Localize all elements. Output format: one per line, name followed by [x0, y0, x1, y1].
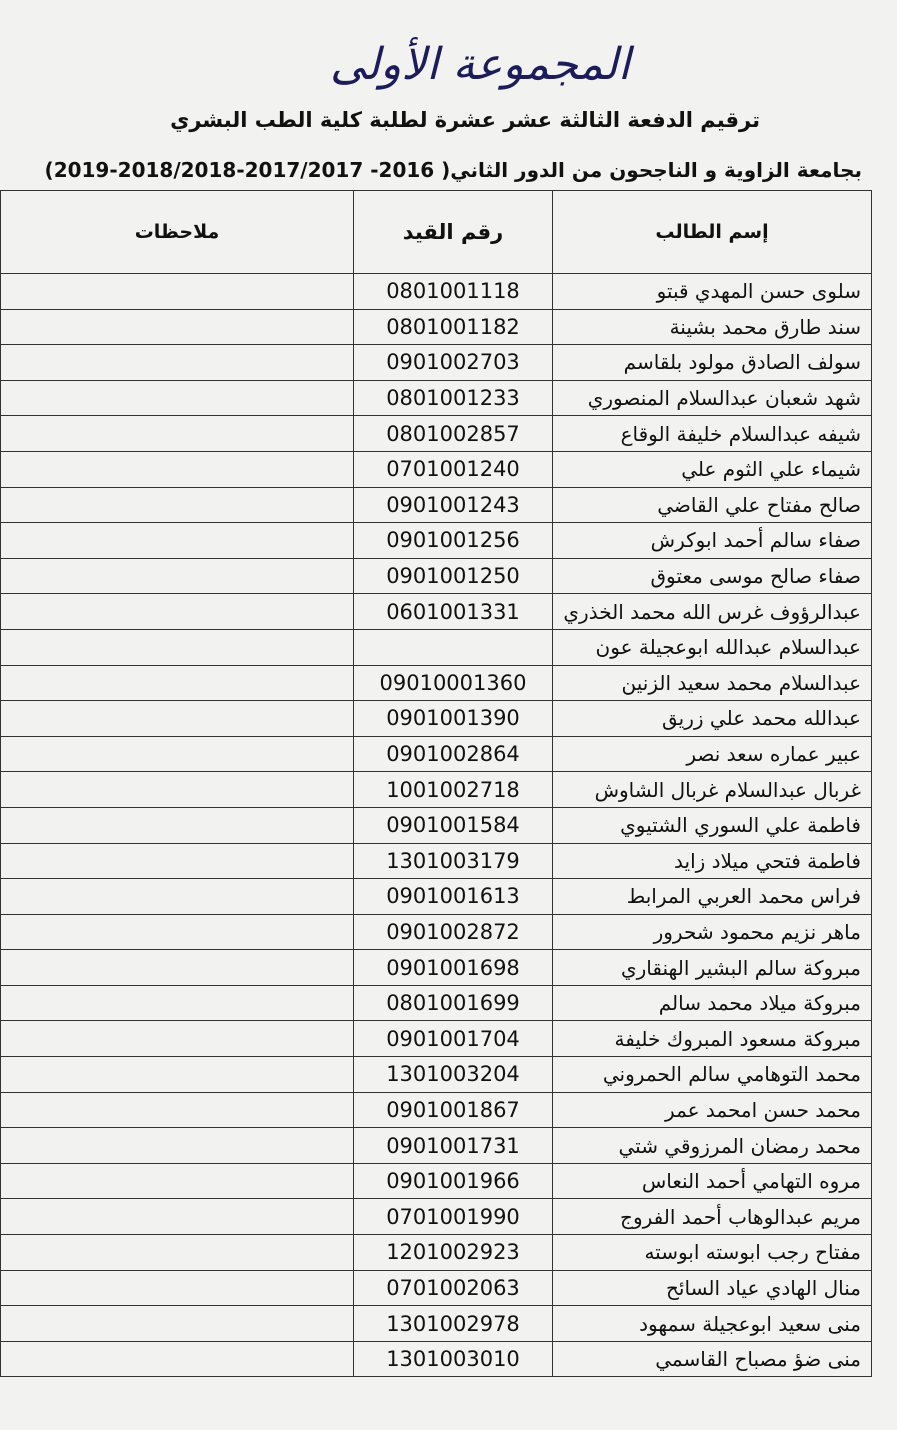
- student-name-cell: صالح مفتاح علي القاضي: [553, 487, 872, 523]
- table-row: [1, 701, 872, 737]
- students-table: [0, 190, 872, 1377]
- table-row: [1, 985, 872, 1021]
- student-name-cell: منال الهادي عياد السائح: [553, 1270, 872, 1306]
- notes-cell: [1, 879, 354, 915]
- notes-cell: [1, 1092, 354, 1128]
- registration-number-cell: 1301003204: [354, 1057, 553, 1093]
- student-name-cell: سولف الصادق مولود بلقاسم: [553, 345, 872, 381]
- notes-cell: [1, 1199, 354, 1235]
- table-row: [1, 309, 872, 345]
- student-name-cell: غربال عبدالسلام غربال الشاوش: [553, 772, 872, 808]
- notes-cell: [1, 416, 354, 452]
- student-name-cell: عبدالسلام محمد سعيد الزنين: [553, 665, 872, 701]
- notes-cell: [1, 1057, 354, 1093]
- notes-cell: [1, 1235, 354, 1271]
- notes-cell: [1, 594, 354, 630]
- notes-cell: [1, 807, 354, 843]
- student-name-cell: شهد شعبان عبدالسلام المنصوري: [553, 380, 872, 416]
- student-name-cell: عبدالسلام عبدالله ابوعجيلة عون: [553, 629, 872, 665]
- notes-cell: [1, 309, 354, 345]
- student-name-cell: محمد التوهامي سالم الحمروني: [553, 1057, 872, 1093]
- table-body: [1, 274, 872, 1377]
- student-name-cell: فراس محمد العربي المرابط: [553, 879, 872, 915]
- table-row: [1, 772, 872, 808]
- table-row: [1, 380, 872, 416]
- notes-cell: [1, 985, 354, 1021]
- student-name-cell: مبروكة ميلاد محمد سالم: [553, 985, 872, 1021]
- notes-cell: [1, 1021, 354, 1057]
- student-name-cell: شيماء علي الثوم علي: [553, 451, 872, 487]
- notes-cell: [1, 523, 354, 559]
- registration-number-cell: 0901001966: [354, 1163, 553, 1199]
- notes-cell: [1, 380, 354, 416]
- document-title: ترقيم الدفعة الثالثة عشر عشرة لطلبة كلية الطب البشري: [170, 108, 760, 132]
- notes-cell: [1, 1128, 354, 1164]
- table-row: [1, 345, 872, 381]
- student-name-cell: مبروكة مسعود المبروك خليفة: [553, 1021, 872, 1057]
- table-row: [1, 1235, 872, 1271]
- notes-cell: [1, 345, 354, 381]
- registration-number-cell: 0901001390: [354, 701, 553, 737]
- table-row: [1, 1199, 872, 1235]
- student-name-cell: صفاء سالم أحمد ابوكرش: [553, 523, 872, 559]
- document-subtitle: بجامعة الزاوية و الناجحون من الدور الثاني( 2016- 2017/2017-2018/2018-2019): [44, 158, 862, 182]
- notes-cell: [1, 843, 354, 879]
- table-row: [1, 950, 872, 986]
- table-row: [1, 1021, 872, 1057]
- registration-number-cell: 0901001613: [354, 879, 553, 915]
- student-name-cell: ماهر نزيم محمود شحرور: [553, 914, 872, 950]
- registration-number-cell: 0901002703: [354, 345, 553, 381]
- notes-cell: [1, 1270, 354, 1306]
- notes-cell: [1, 914, 354, 950]
- notes-cell: [1, 1341, 354, 1377]
- table-row: [1, 416, 872, 452]
- student-name-cell: سند طارق محمد بشينة: [553, 309, 872, 345]
- registration-number-cell: 0901001731: [354, 1128, 553, 1164]
- column-header-id: رقم القيد: [354, 191, 553, 274]
- student-name-cell: محمد حسن امحمد عمر: [553, 1092, 872, 1128]
- registration-number-cell: 0901001867: [354, 1092, 553, 1128]
- student-name-cell: منى سعيد ابوعجيلة سمهود: [553, 1306, 872, 1342]
- student-name-cell: صفاء صالح موسى معتوق: [553, 558, 872, 594]
- table-row: [1, 523, 872, 559]
- registration-number-cell: 0901002872: [354, 914, 553, 950]
- notes-cell: [1, 487, 354, 523]
- table-row: [1, 1092, 872, 1128]
- table-row: [1, 629, 872, 665]
- table-row: [1, 274, 872, 310]
- table-row: [1, 594, 872, 630]
- registration-number-cell: 0901001250: [354, 558, 553, 594]
- notes-cell: [1, 1163, 354, 1199]
- student-name-cell: عبير عماره سعد نصر: [553, 736, 872, 772]
- student-name-cell: مبروكة سالم البشير الهنقاري: [553, 950, 872, 986]
- student-name-cell: محمد رمضان المرزوقي شتي: [553, 1128, 872, 1164]
- notes-cell: [1, 772, 354, 808]
- registration-number-cell: 1001002718: [354, 772, 553, 808]
- table-row: [1, 914, 872, 950]
- student-name-cell: سلوى حسن المهدي قبتو: [553, 274, 872, 310]
- notes-cell: [1, 1306, 354, 1342]
- table-row: [1, 665, 872, 701]
- table-row: [1, 843, 872, 879]
- registration-number-cell: 0801001233: [354, 380, 553, 416]
- student-name-cell: منى ضؤ مصباح القاسمي: [553, 1341, 872, 1377]
- column-header-notes: ملاحظات: [1, 191, 354, 274]
- registration-number-cell: 0901001704: [354, 1021, 553, 1057]
- registration-number-cell: 0901001698: [354, 950, 553, 986]
- registration-number-cell: 0901001243: [354, 487, 553, 523]
- table-row: [1, 879, 872, 915]
- notes-cell: [1, 701, 354, 737]
- notes-cell: [1, 629, 354, 665]
- table-row: [1, 1163, 872, 1199]
- notes-cell: [1, 274, 354, 310]
- registration-number-cell: 1201002923: [354, 1235, 553, 1271]
- registration-number-cell: 0701002063: [354, 1270, 553, 1306]
- student-name-cell: فاطمة فتحي ميلاد زايد: [553, 843, 872, 879]
- table-row: [1, 558, 872, 594]
- student-name-cell: فاطمة علي السوري الشتيوي: [553, 807, 872, 843]
- table-row: [1, 451, 872, 487]
- notes-cell: [1, 665, 354, 701]
- student-name-cell: شيفه عبدالسلام خليفة الوقاع: [553, 416, 872, 452]
- student-name-cell: عبدالله محمد علي زريق: [553, 701, 872, 737]
- table-row: [1, 1270, 872, 1306]
- table-row: [1, 736, 872, 772]
- registration-number-cell: 0901001256: [354, 523, 553, 559]
- notes-cell: [1, 736, 354, 772]
- table-row: [1, 487, 872, 523]
- student-name-cell: عبدالرؤوف غرس الله محمد الخذري: [553, 594, 872, 630]
- notes-cell: [1, 558, 354, 594]
- table-row: [1, 1306, 872, 1342]
- registration-number-cell: [354, 629, 553, 665]
- registration-number-cell: 0901002864: [354, 736, 553, 772]
- registration-number-cell: 0801001182: [354, 309, 553, 345]
- table-row: [1, 1057, 872, 1093]
- student-name-cell: مريم عبدالوهاب أحمد الفروج: [553, 1199, 872, 1235]
- table-row: [1, 807, 872, 843]
- registration-number-cell: 0701001240: [354, 451, 553, 487]
- registration-number-cell: 0801002857: [354, 416, 553, 452]
- handwritten-group-label: المجموعة الأولى: [329, 39, 631, 90]
- registration-number-cell: 1301002978: [354, 1306, 553, 1342]
- notes-cell: [1, 950, 354, 986]
- registration-number-cell: 0701001990: [354, 1199, 553, 1235]
- column-header-name: إسم الطالب: [553, 191, 872, 274]
- notes-cell: [1, 451, 354, 487]
- student-name-cell: مروه التهامي أحمد النعاس: [553, 1163, 872, 1199]
- registration-number-cell: 0801001118: [354, 274, 553, 310]
- table-row: [1, 1341, 872, 1377]
- table-header-row: [1, 191, 872, 274]
- registration-number-cell: 09010001360: [354, 665, 553, 701]
- student-name-cell: مفتاح رجب ابوسته ابوسته: [553, 1235, 872, 1271]
- registration-number-cell: 0801001699: [354, 985, 553, 1021]
- registration-number-cell: 0601001331: [354, 594, 553, 630]
- registration-number-cell: 0901001584: [354, 807, 553, 843]
- registration-number-cell: 1301003010: [354, 1341, 553, 1377]
- table-row: [1, 1128, 872, 1164]
- registration-number-cell: 1301003179: [354, 843, 553, 879]
